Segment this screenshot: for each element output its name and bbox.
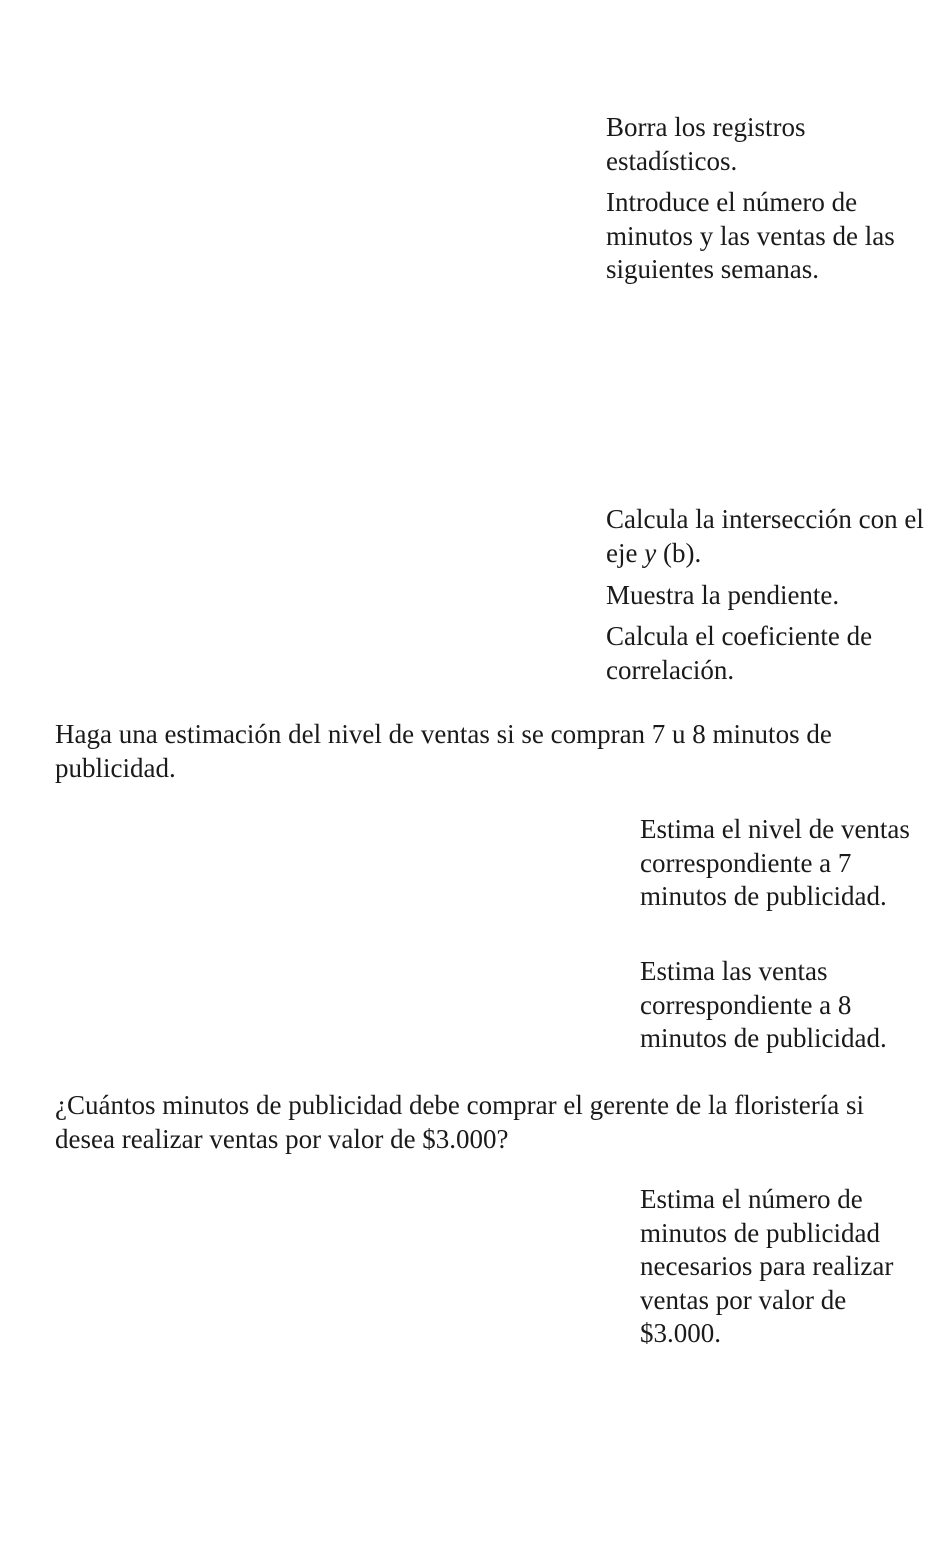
question-estimate-sales: Haga una estimación del nivel de ventas si se compran 7 u 8 minutos de publicidad. — [55, 719, 832, 783]
note-correlation: Calcula el coeficiente de correlación. — [606, 621, 873, 685]
note-slope: Muestra la pendiente. — [606, 580, 840, 610]
note-estimate-minutes: Estima el número de minutos de publicidad necesarios para realizar ventas por valor de $3.000. — [640, 1184, 894, 1348]
question-minutes-needed: ¿Cuántos minutos de publicidad debe comprar el gerente de la floristería si desea realizar ventas por valor de $3.000? — [55, 1090, 864, 1154]
note-enter-data: Introduce el número de minutos y las ventas de las siguientes semanas. — [606, 187, 895, 284]
note-intercept-variable: y — [644, 537, 657, 568]
note-clear-stats: Borra los registros estadísticos. — [606, 112, 806, 176]
note-intercept-text: Calcula la intersección con el eje — [606, 504, 924, 568]
note-intercept-suffix: (b). — [656, 537, 702, 568]
note-estimate-8-minutes: Estima las ventas correspondiente a 8 minutos de publicidad. — [640, 956, 887, 1053]
note-intercept — [606, 503, 926, 570]
note-estimate-7-minutes: Estima el nivel de ventas correspondiente a 7 minutos de publicidad. — [640, 814, 910, 911]
